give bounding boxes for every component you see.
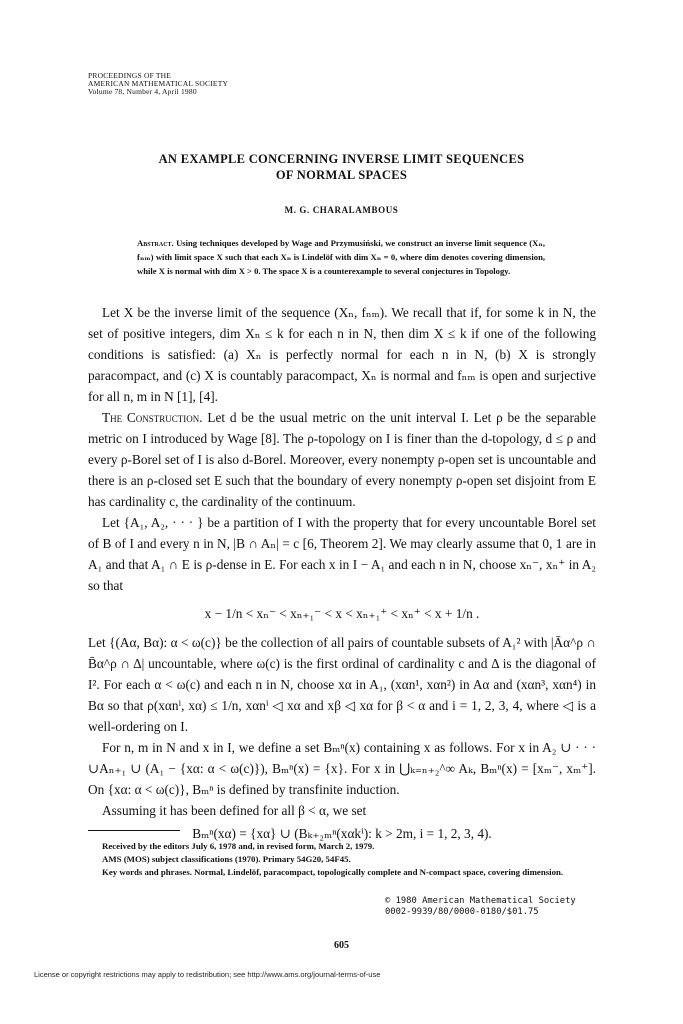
journal-line-3: Volume 78, Number 4, April 1980 bbox=[88, 87, 197, 96]
paragraph-5: For n, m in N and x in I, we define a set Bₘⁿ(x) containing x as follows. For x in A₂ ∪ · · · ∪Aₙ₊₁ ∪ (A₁ − {xα: α < ω(c)}), Bₘⁿ(x) = {x}. For x in ⋃ₖ₌ₙ₊₂^∞ Aₖ, Bₘⁿ(x) = [xₘ⁻, xₘ⁺]. On {xα: α < ω(c)}, Bₘⁿ is defined by transfinite induction. bbox=[88, 740, 596, 797]
title-line-1: AN EXAMPLE CONCERNING INVERSE LIMIT SEQUENCES bbox=[158, 152, 525, 166]
copyright bbox=[385, 896, 576, 918]
paragraph-1: Let X be the inverse limit of the sequence (Xₙ, fₙₘ). We recall that if, for some k in N, the set of positive integers, dim Xₙ ≤ k for each n in N, then dim X ≤ k if one of the following conditions is satisfied: (a) Xₙ is perfectly normal for each n in N, (b) X is strongly paracompact, and (c) X is countably paracompact, Xₙ is normal and fₙₘ is open and surjective for all n, m in N [1], [4]. bbox=[88, 305, 596, 404]
paragraph-2 bbox=[88, 407, 596, 512]
title-line-2: OF NORMAL SPACES bbox=[275, 168, 408, 182]
copyright-line-2: 0002-9939/80/0000-0180/$01.75 bbox=[385, 907, 539, 917]
footnote-ams: AMS (MOS) subject classifications (1970). Primary 54G20, 54F45. bbox=[102, 854, 351, 864]
footnote-received: Received by the editors July 6, 1978 and, in revised form, March 2, 1979. bbox=[102, 841, 375, 851]
equation-2: Bₘⁿ(xα) = {xα} ∪ (Bₖ₊₂ₘⁿ(xαkⁱ): k > 2m, i = 1, 2, 3, 4). bbox=[192, 826, 492, 841]
abstract-text: Using techniques developed by Wage and Przymusiński, we construct an inverse limit sequence (Xₙ, fₙₘ) with limit space X such that each Xₙ is Lindelöf with dim Xₙ = 0, where dim denotes covering dimension, while X is normal with dim X > 0. The space X is a counterexample to several conjectures in Topology. bbox=[137, 238, 545, 276]
footnote-rule bbox=[88, 830, 180, 831]
construction-label: The Construction. bbox=[102, 410, 203, 425]
paragraph-2-text: Let d be the usual metric on the unit interval I. Let ρ be the separable metric on I introduced by Wage [8]. The ρ-topology on I is finer than the d-topology, d ≤ ρ and every ρ-Borel set of I is also d-Borel. Moreover, every nonempty ρ-open set is uncountable and there is an ρ-closed set E such that the boundary of every nonempty ρ-open set disjoint from E has cardinality c, the cardinality of the continuum. bbox=[88, 410, 597, 509]
license-notice: License or copyright restrictions may apply to redistribution; see http://www.ams.org/journal-terms-of-use bbox=[34, 970, 381, 979]
abstract-label: Abstract. bbox=[137, 238, 174, 248]
footnote-keywords: Key words and phrases. Normal, Lindelöf, paracompact, topologically complete and N-compact space, covering dimension. bbox=[102, 867, 564, 877]
journal-line-2: AMERICAN MATHEMATICAL SOCIETY bbox=[88, 79, 229, 88]
author: M. G. CHARALAMBOUS bbox=[284, 205, 399, 215]
copyright-line-1: © 1980 American Mathematical Society bbox=[385, 896, 576, 906]
journal-line-1: PROCEEDINGS OF THE bbox=[88, 71, 172, 80]
abstract bbox=[137, 236, 545, 278]
paragraph-4: Let {(Aα, Bα): α < ω(c)} be the collection of all pairs of countable subsets of A₁² with |Āα^ρ ∩ B̄α^ρ ∩ Δ| uncountable, where ω(c) is the first ordinal of cardinality c and Δ is the diagonal of I². For each α < ω(c) and each n in N, choose xα in A₁, (xαn¹, xαn²) in Aα and (xαn³, xαn⁴) in Bα so that ρ(xαnⁱ, xα) ≤ 1/n, xαnⁱ ◁ xα and xβ ◁ xα for β < α and i = 1, 2, 3, 4, where ◁ is a well-ordering on I. bbox=[88, 635, 596, 734]
footnotes bbox=[88, 840, 596, 879]
paragraph-6: Assuming it has been defined for all β < α, we set bbox=[102, 803, 367, 818]
body-text bbox=[88, 302, 596, 847]
equation-1: x − 1/n < xₙ⁻ < xₙ₊₁⁻ < x < xₙ₊₁⁺ < xₙ⁺ < x + 1/n . bbox=[204, 606, 480, 621]
page-number: 605 bbox=[334, 940, 349, 951]
journal-header bbox=[88, 72, 228, 96]
paragraph-3: Let {A₁, A₂, · · · } be a partition of I with the property that for every uncountable Borel set of B of I and every n in N, |B ∩ Aₙ| = c [6, Theorem 2]. We may clearly assume that 0, 1 are in A₁ and that A₁ ∩ E is ρ-dense in E. For each x in I − A₁ and each n in N, choose xₙ⁻, xₙ⁺ in A₂ so that bbox=[88, 515, 596, 593]
